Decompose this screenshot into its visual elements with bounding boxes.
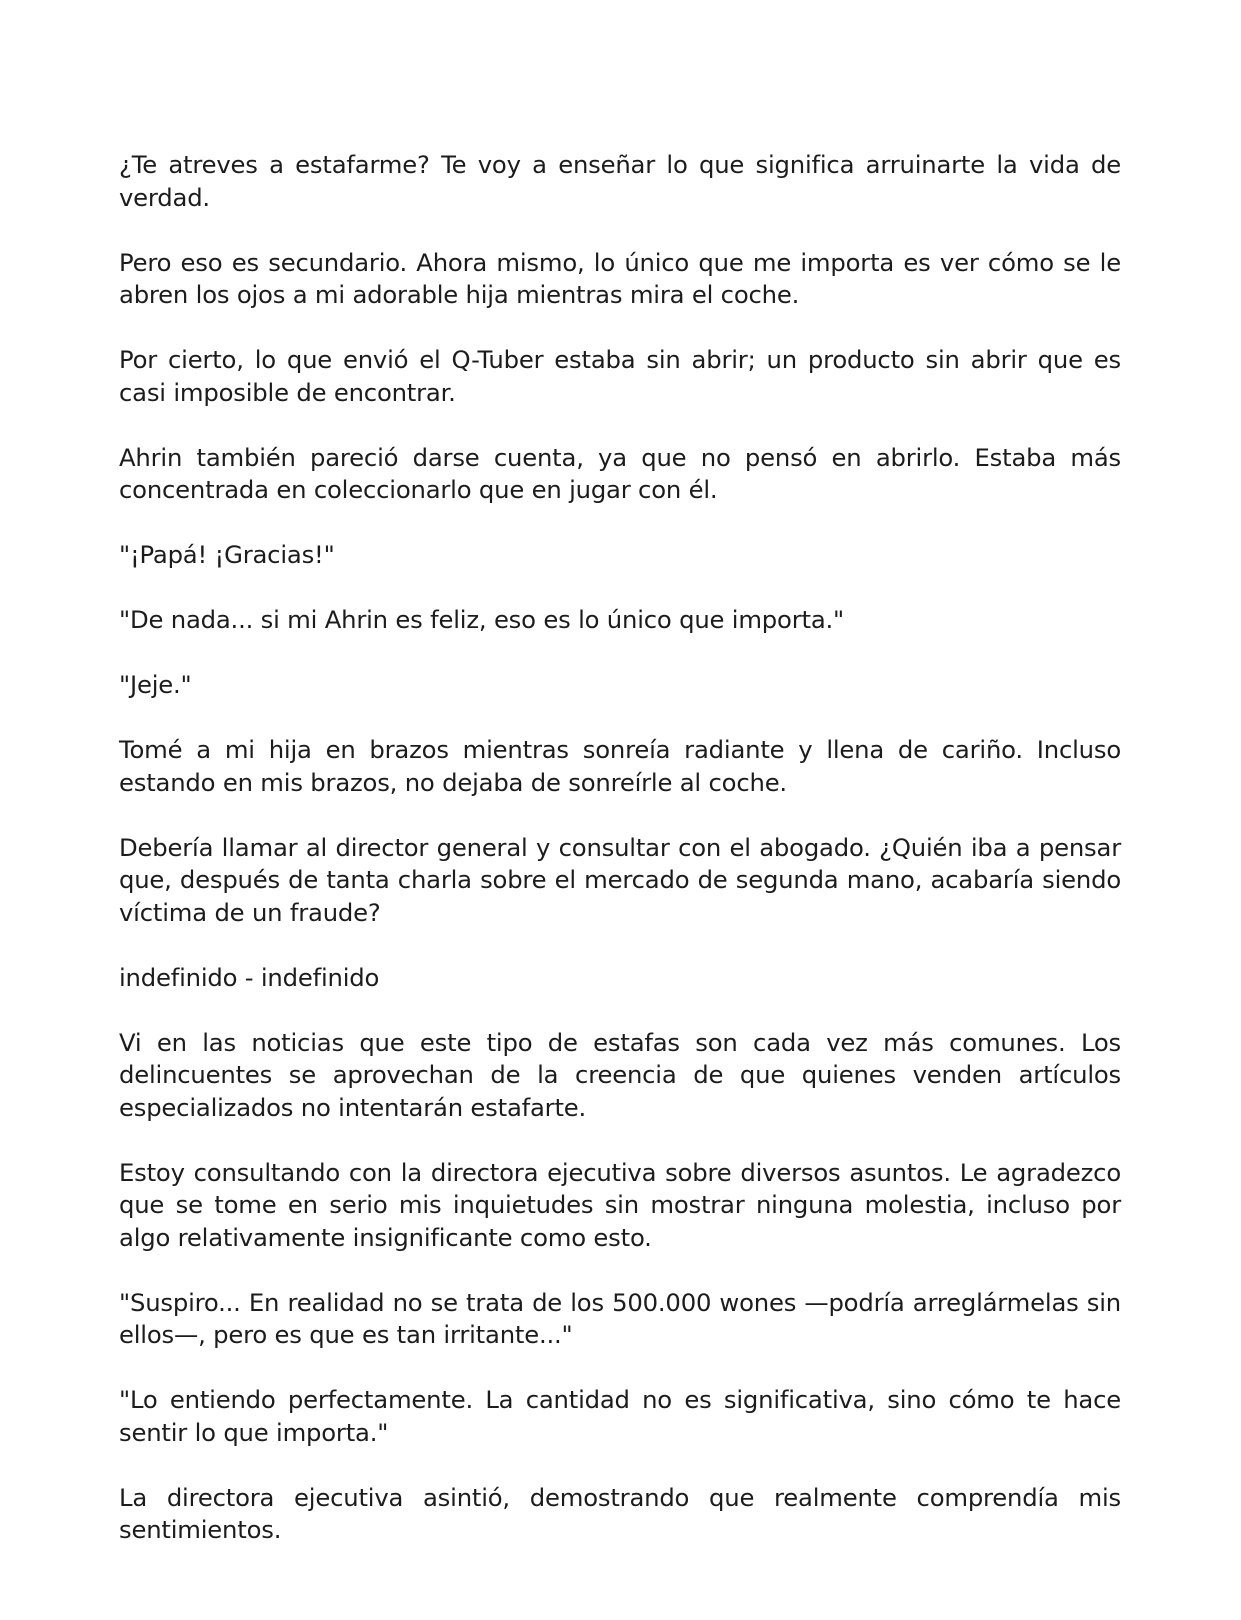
dialogue-line: "¡Papá! ¡Gracias!" bbox=[119, 540, 335, 569]
paragraph: Vi en las noticias que este tipo de estafas son cada vez más comunes. Los delincuentes se aprovechan de la creencia de que quienes venden artículos especializados no intentarán estafarte. bbox=[119, 1027, 1121, 1122]
dialogue-line: "Lo entiendo perfectamente. La cantidad no es significativa, sino cómo te hace sentir lo que importa." bbox=[119, 1385, 1121, 1447]
paragraph: Ahrin también pareció darse cuenta, ya que no pensó en abrirlo. Estaba más concentrada en coleccionarlo que en jugar con él. bbox=[119, 442, 1121, 504]
scene-separator: indefinido - indefinido bbox=[119, 962, 380, 992]
dialogue-line: "Suspiro... En realidad no se trata de los 500.000 wones —podría arreglármelas sin ellos—, pero es que es tan irritante..." bbox=[119, 1287, 1121, 1349]
paragraph: Por cierto, lo que envió el Q-Tuber estaba sin abrir; un producto sin abrir que es casi imposible de encontrar. bbox=[119, 345, 1121, 407]
paragraph: Estoy consultando con la directora ejecutiva sobre diversos asuntos. Le agradezco que se tome en serio mis inquietudes sin mostrar ninguna molestia, incluso por algo relativamente insignificante como esto. bbox=[119, 1157, 1121, 1252]
document-body bbox=[119, 149, 1121, 1579]
paragraph: ¿Te atreves a estafarme? Te voy a enseñar lo que significa arruinarte la vida de verdad. bbox=[119, 150, 1121, 212]
paragraph: La directora ejecutiva asintió, demostrando que realmente comprendía mis sentimientos. bbox=[119, 1482, 1121, 1544]
paragraph: Pero eso es secundario. Ahora mismo, lo único que me importa es ver cómo se le abren los ojos a mi adorable hija mientras mira el coche. bbox=[119, 247, 1121, 309]
paragraph: Debería llamar al director general y consultar con el abogado. ¿Quién iba a pensar que, después de tanta charla sobre el mercado de segunda mano, acabaría siendo víctima de un fraude? bbox=[119, 832, 1121, 927]
dialogue-line: "De nada... si mi Ahrin es feliz, eso es lo único que importa." bbox=[119, 605, 845, 634]
paragraph: Tomé a mi hija en brazos mientras sonreía radiante y llena de cariño. Incluso estando en mis brazos, no dejaba de sonreírle al coche. bbox=[119, 735, 1121, 797]
dialogue-line: "Jeje." bbox=[119, 670, 192, 699]
